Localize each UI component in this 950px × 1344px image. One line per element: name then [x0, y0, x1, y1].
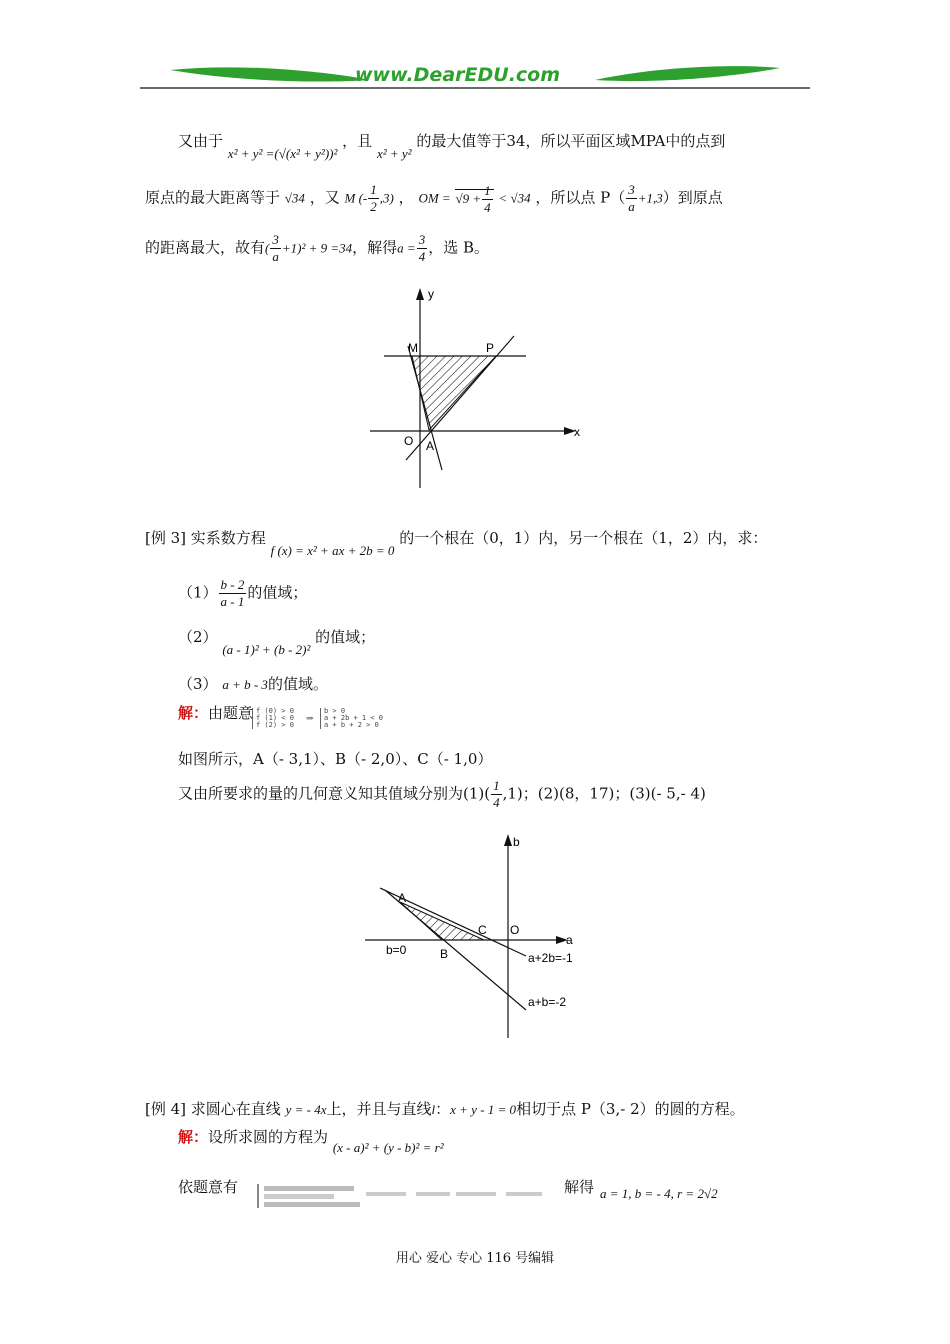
feasible-region [412, 356, 496, 430]
text: （3） [178, 675, 218, 693]
label-p: P [486, 341, 495, 355]
text: [例 4] 求圆心在直线 [145, 1100, 281, 1118]
formula: < √34 [498, 190, 531, 206]
label-point-a: A [398, 891, 407, 905]
ex3-q2 [178, 626, 376, 657]
denominator: a [272, 249, 279, 264]
formula: (a - 1)² + (b - 2)² [222, 642, 311, 657]
formula: a + b - 3 [222, 677, 268, 692]
ex3-ranges [178, 778, 706, 811]
formula: y = - 4x [285, 1102, 327, 1117]
text: 的值域； [247, 583, 308, 602]
solution-label: 解： [178, 1128, 209, 1146]
formula: √34 [284, 190, 305, 206]
numerator: b - 2 [220, 577, 245, 592]
denominator: 2 [370, 199, 377, 214]
numerator: 3 [628, 182, 635, 197]
conditions-system-image [256, 1182, 556, 1210]
numerator: 3 [418, 232, 426, 247]
formula: (x - a)² + (y - b)² = r² [332, 1140, 444, 1155]
fraction [219, 577, 247, 610]
text: 的一个根在（0，1）内，另一个根在（1，2）内，求： [399, 529, 768, 547]
ex3-title-line [145, 527, 768, 558]
formula: +1,3 [637, 190, 663, 206]
label-origin: O [404, 434, 414, 448]
text: ）到原点 [662, 188, 723, 207]
formula: x + y - 1 = 0 [450, 1102, 517, 1117]
denominator: 4 [484, 200, 491, 216]
text: 的值域。 [267, 675, 328, 693]
footer: 用心 爱心 专心 116 号编辑 [395, 1251, 555, 1266]
text: ， [398, 188, 414, 207]
text: ，解得 [352, 238, 398, 257]
fraction [368, 182, 379, 215]
fraction [626, 182, 637, 215]
figure-1 [360, 280, 600, 495]
text: ，且 [342, 132, 373, 150]
text: ，所以点 P（ [535, 188, 626, 207]
formula: +1)² + 9 =34 [281, 240, 353, 256]
text: ,1)；(2)(8，17)；(3)(- 5,- 4) [502, 784, 706, 803]
text: 的值域； [315, 628, 376, 646]
axis-label-b: b [513, 835, 520, 849]
axis-label-y: y [428, 287, 434, 301]
numerator: 1 [370, 182, 377, 197]
feasible-region [400, 902, 484, 940]
implies-arrow: ⇒ [306, 714, 314, 724]
sqrt-body: √9 + $\frac{1}{4}$ [455, 189, 493, 206]
ex4-result: a = 1, b = - 4, r = 2√2 [600, 1186, 718, 1201]
axes [370, 288, 576, 488]
axis-label-a: a [566, 933, 573, 947]
text: 原点的最大距离等于 [145, 188, 281, 207]
fraction [482, 183, 493, 216]
ex4-result-label: 解得 [564, 1178, 595, 1196]
text: 的距离最大，故有 [145, 238, 266, 257]
para1-line1 [178, 130, 726, 161]
numerator: 1 [493, 778, 500, 793]
formula: ( [265, 240, 270, 256]
text: 相切于点 P（3,- 2）的圆的方程。 [516, 1100, 745, 1118]
formula: OM = [418, 190, 451, 206]
label-b-zero: b=0 [386, 943, 407, 957]
label-point-c: C [478, 923, 487, 937]
text: 又由所要求的量的几何意义知其值域分别为(1)( [178, 784, 491, 803]
text: （2） [178, 628, 218, 646]
fraction [417, 232, 428, 265]
para1-line3 [145, 232, 489, 265]
condition-system-right: b > 0 a + 2b + 1 < 0 a + b + 2 > 0 [320, 708, 383, 729]
text: 上，并且与直线 [326, 1100, 432, 1118]
text: ： [435, 1100, 451, 1118]
formula: M (- [344, 190, 368, 206]
ex3-q3 [178, 673, 328, 694]
fraction [491, 778, 502, 811]
ex3-solution [178, 702, 253, 723]
label-a: A [426, 439, 435, 453]
denominator: a [628, 199, 635, 214]
ex4-title-line [145, 1098, 745, 1119]
text: ，又 [309, 188, 340, 207]
label-m: M [408, 341, 418, 355]
formula: 9 + [462, 190, 482, 206]
label-line-a2b: a+2b=-1 [528, 951, 573, 965]
site-name: www.DearEDU.com [355, 64, 561, 86]
axis-label-x: x [574, 425, 580, 439]
denominator: 4 [418, 249, 426, 264]
solution-label: 解： [178, 704, 209, 722]
text: 的最大值等于34，所以平面区域MPA中的点到 [416, 132, 726, 150]
denominator: 4 [493, 795, 500, 810]
ex4-solution [178, 1126, 444, 1155]
text: [例 3] 实系数方程 [145, 529, 266, 547]
text: 设所求圆的方程为 [208, 1128, 329, 1146]
text: ，选 B。 [428, 238, 489, 257]
condition-system-left: f (0) > 0 f (1) < 0 f (2) > 0 [252, 708, 294, 729]
formula: a = [397, 240, 416, 256]
fraction [270, 232, 281, 265]
formula: l [431, 1102, 436, 1117]
ex4-conditions-label: 依题意有 [178, 1178, 239, 1196]
formula: ,3) [379, 190, 394, 206]
label-origin: O [510, 923, 520, 937]
ex3-q1 [178, 577, 307, 610]
numerator: 1 [484, 183, 491, 199]
text: 又由于 [178, 132, 224, 150]
numerator: 3 [272, 232, 279, 247]
formula: x² + y² [376, 146, 412, 161]
figure-2 [360, 828, 610, 1043]
para1-line2 [145, 182, 723, 216]
label-point-b: B [440, 947, 449, 961]
denominator: a - 1 [220, 594, 245, 609]
text: （1） [178, 583, 218, 602]
label-line-ab: a+b=-2 [528, 995, 567, 1009]
ex3-points: 如图所示，A（- 3,1）、B（- 2,0）、C（- 1,0） [178, 750, 493, 768]
formula: x² + y² =(√(x² + y²))² [227, 146, 338, 161]
text: 由题意 [208, 704, 254, 722]
formula: f (x) = x² + ax + 2b = 0 [270, 543, 395, 558]
